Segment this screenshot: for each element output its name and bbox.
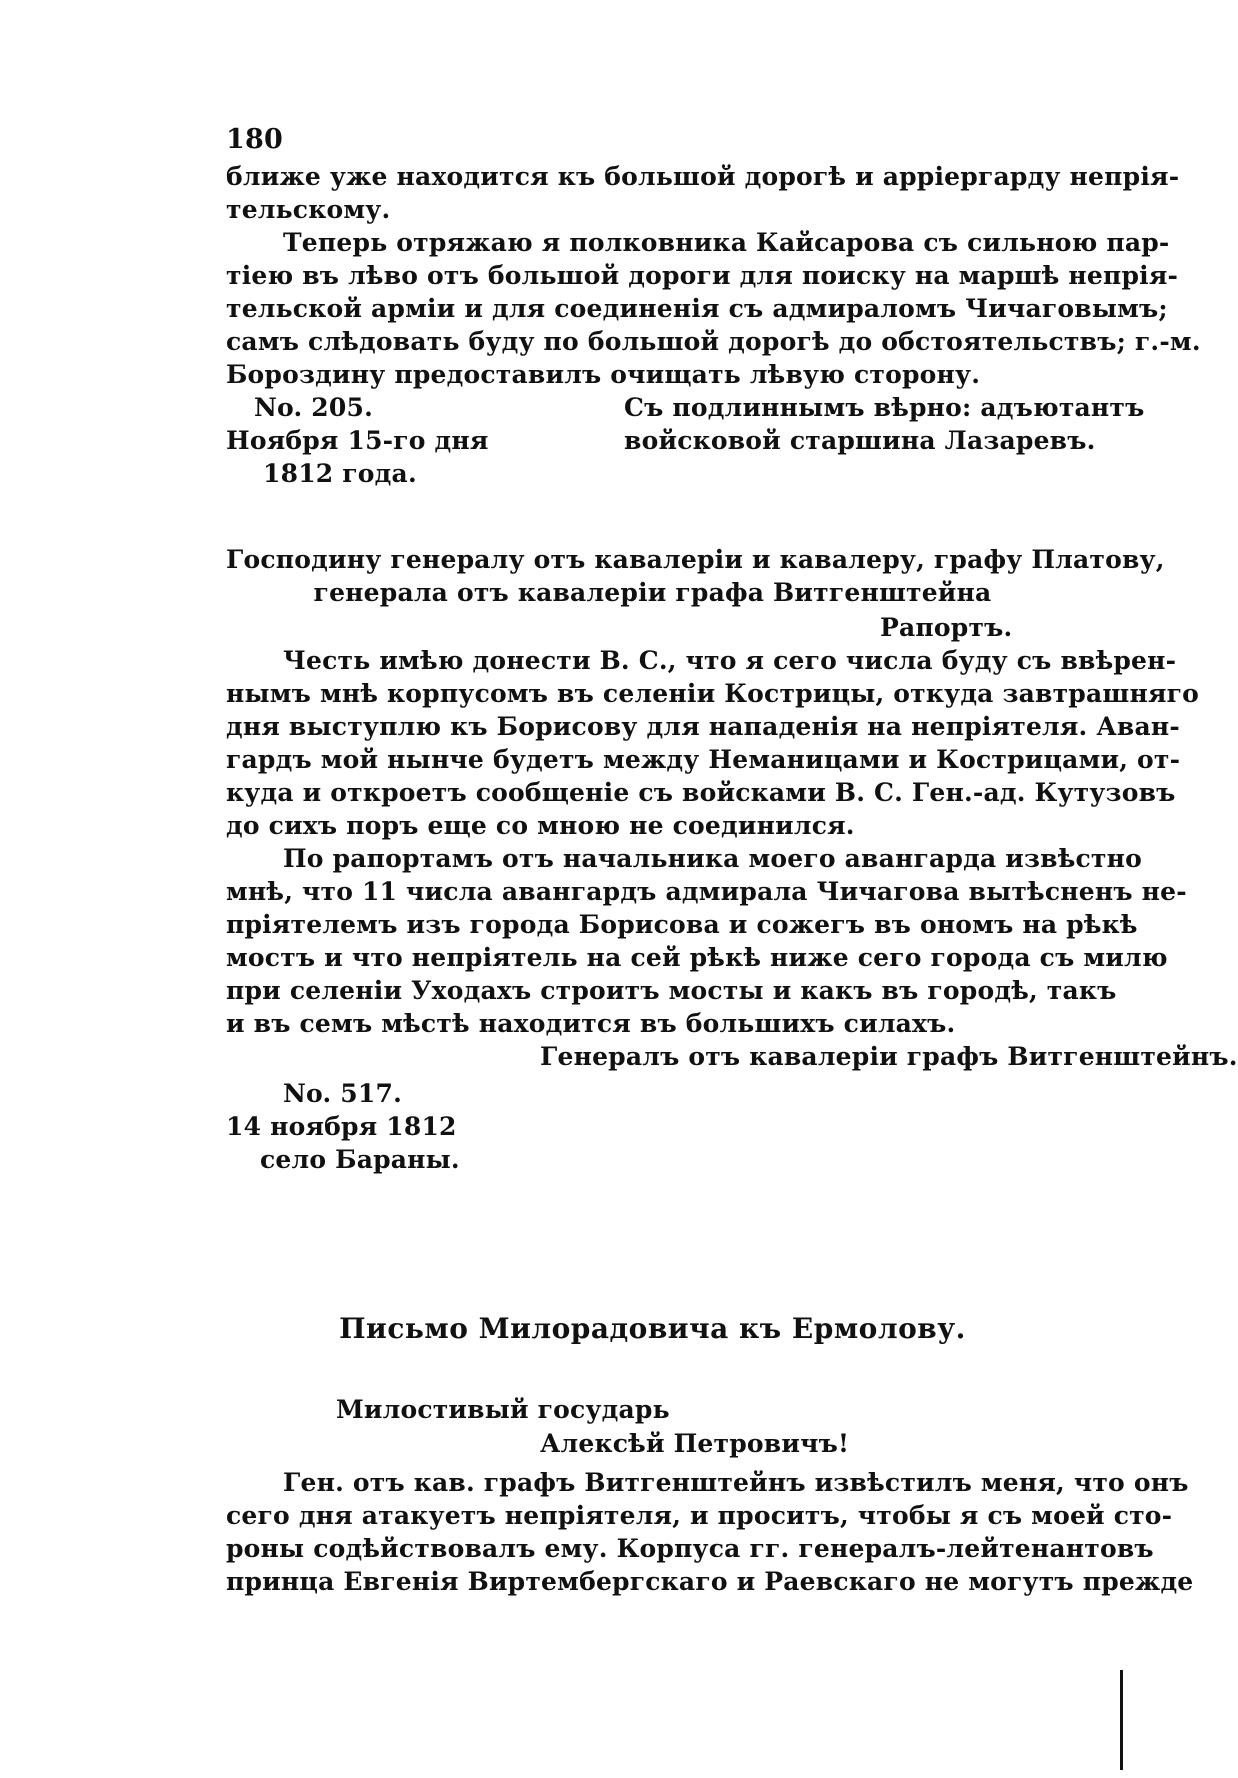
text-line: тіею въ лѣво отъ большой дороги для поиску на маршѣ непрія- (226, 261, 1179, 290)
document-number: No. 205. (254, 393, 373, 422)
page-edge-mark (1120, 1670, 1123, 1770)
signature: Генералъ отъ кавалеріи графъ Витгенштейнъ. (540, 1042, 1238, 1071)
text-line: По рапортамъ отъ начальника моего авангарда извѣстно (283, 844, 1142, 873)
report-heading: Господину генералу отъ кавалеріи и кавалеру, графу Платову, (226, 545, 1165, 574)
document-place: село Бараны. (260, 1145, 460, 1174)
attestation-line: Съ подлиннымъ вѣрно: адъютантъ (624, 393, 1145, 422)
text-line: и въ семъ мѣстѣ находится въ большихъ силахъ. (226, 1009, 956, 1038)
text-line: пріятелемъ изъ города Борисова и сожегъ въ ономъ на рѣкѣ (226, 910, 1138, 939)
document-date: 14 ноября 1812 (226, 1112, 457, 1141)
text-line: нымъ мнѣ корпусомъ въ селеніи Кострицы, откуда завтрашняго (226, 679, 1200, 708)
attestation-line: войсковой старшина Лазаревъ. (624, 426, 1096, 455)
text-line: мостъ и что непріятель на сей рѣкѣ ниже сего города съ милю (226, 943, 1168, 972)
text-line: самъ слѣдовать буду по большой дорогѣ до обстоятельствъ; г.-м. (226, 327, 1201, 356)
text-line: до сихъ поръ еще со мною не соединился. (226, 811, 855, 840)
text-line: дня выступлю къ Борисову для нападенія на непріятеля. Аван- (226, 712, 1180, 741)
text-line: Теперь отряжаю я полковника Кайсарова съ сильною пар- (283, 228, 1170, 257)
text-line: Ген. отъ кав. графъ Витгенштейнъ извѣстилъ меня, что онъ (283, 1468, 1189, 1497)
salutation: Алексѣй Петровичъ! (540, 1429, 850, 1458)
letter-title: Письмо Милорадовича къ Ермолову. (339, 1312, 966, 1345)
text-line: тельскому. (226, 195, 391, 224)
page-number: 180 (226, 124, 283, 155)
text-line: Бороздину предоставилъ очищать лѣвую сторону. (226, 360, 981, 389)
text-line: при селеніи Уходахъ строитъ мосты и какъ въ городѣ, такъ (226, 976, 1117, 1005)
text-line: ближе уже находится къ большой дорогѣ и арріергарду непрія- (226, 162, 1180, 191)
text-line: принца Евгенія Виртембергскаго и Раевскаго не могутъ прежде (226, 1567, 1194, 1596)
text-line: Честь имѣю донести В. С., что я сего числа буду съ ввѣрен- (283, 646, 1177, 675)
document-date: Ноября 15-го дня (226, 426, 489, 455)
salutation: Милостивый государь (336, 1395, 670, 1424)
report-label: Рапортъ. (880, 613, 1013, 642)
text-line: мнѣ, что 11 числа авангардъ адмирала Чичагова вытѣсненъ не- (226, 877, 1187, 906)
document-number: No. 517. (283, 1079, 402, 1108)
text-line: сего дня атакуетъ непріятеля, и проситъ, чтобы я съ моей сто- (226, 1501, 1173, 1530)
report-heading: генерала отъ кавалеріи графа Витгенштейна (313, 578, 992, 607)
text-line: куда и откроетъ сообщеніе съ войсками В. С. Ген.-ад. Кутузовъ (226, 778, 1176, 807)
text-line: тельской арміи и для соединенія съ адмираломъ Чичаговымъ; (226, 294, 1168, 323)
document-year: 1812 года. (263, 459, 417, 488)
text-line: роны содѣйствовалъ ему. Корпуса гг. генералъ-лейтенантовъ (226, 1534, 1154, 1563)
text-line: гардъ мой нынче будетъ между Неманицами и Кострицами, от- (226, 745, 1181, 774)
